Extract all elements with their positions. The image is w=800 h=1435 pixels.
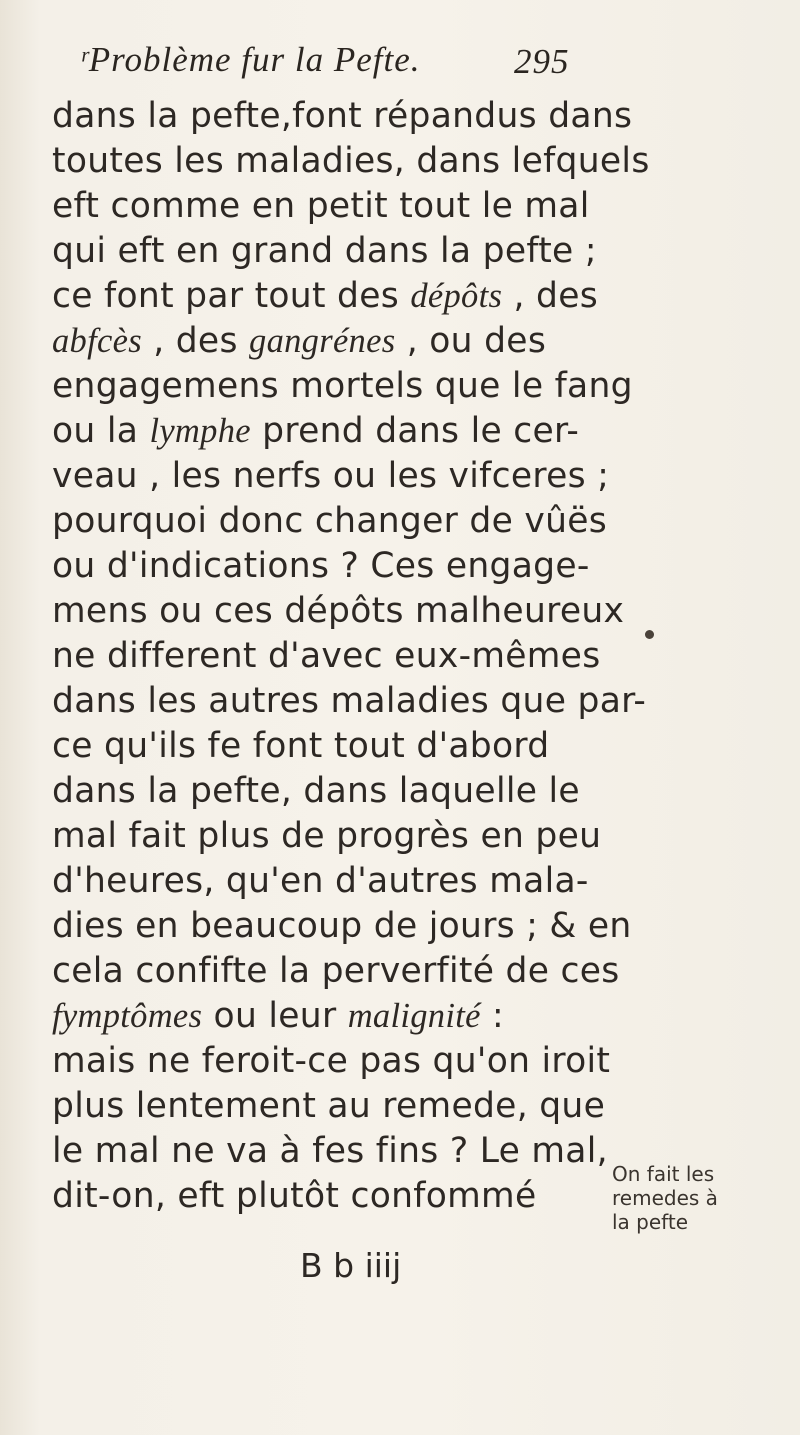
text-line: ce font par tout des dépôts , des	[52, 276, 599, 316]
margin-note-line: On fait les	[612, 1162, 715, 1186]
text-line: engagemens mortels que le fang	[52, 366, 633, 406]
text-line: cela confifte la perverfité de ces	[52, 951, 620, 991]
text-line: toutes les maladies, dans lefquels	[52, 141, 650, 181]
margin-note	[612, 1162, 792, 1234]
text-line: ou d'indications ? Ces engage-	[52, 546, 590, 586]
text-line: dans les autres maladies que par-	[52, 681, 647, 721]
text-line: dies en beaucoup de jours ; & en	[52, 906, 632, 946]
text-line: mens ou ces dépôts malheureux	[52, 591, 625, 631]
page-header	[80, 40, 600, 90]
running-title: ʳProblème fur la Pefte.	[80, 40, 421, 79]
page-number: 295	[514, 42, 570, 81]
text-line: d'heures, qu'en d'autres mala-	[52, 861, 589, 901]
text-line: eft comme en petit tout le mal	[52, 186, 590, 226]
text-line: abfcès , des gangrénes , ou des	[52, 321, 547, 361]
text-line: plus lentement au remede, que	[52, 1086, 606, 1126]
text-line: dans la pefte,font répandus dans	[52, 96, 633, 136]
text-line: ce qu'ils fe font tout d'abord	[52, 726, 550, 766]
ink-speck	[645, 630, 654, 639]
text-line: dit-on, eft plutôt confommé	[52, 1176, 537, 1216]
text-line: fymptômes ou leur malignité :	[52, 996, 504, 1036]
text-line: ou la lymphe prend dans le cer-	[52, 411, 580, 451]
margin-note-line: la pefte	[612, 1210, 689, 1234]
text-line: qui eft en grand dans la pefte ;	[52, 231, 597, 271]
text-line: le mal ne va à fes fins ? Le mal,	[52, 1131, 608, 1171]
text-line: ne different d'avec eux-mêmes	[52, 636, 601, 676]
text-line: dans la pefte, dans laquelle le	[52, 771, 580, 811]
text-line: mais ne feroit-ce pas qu'on iroit	[52, 1041, 611, 1081]
text-line: mal fait plus de progrès en peu	[52, 816, 602, 856]
text-line: pourquoi donc changer de vûës	[52, 501, 608, 541]
margin-note-line: remedes à	[612, 1186, 718, 1210]
text-line: veau , les nerfs ou les vifceres ;	[52, 456, 610, 496]
signature-catchword: B b iiij	[300, 1246, 402, 1285]
